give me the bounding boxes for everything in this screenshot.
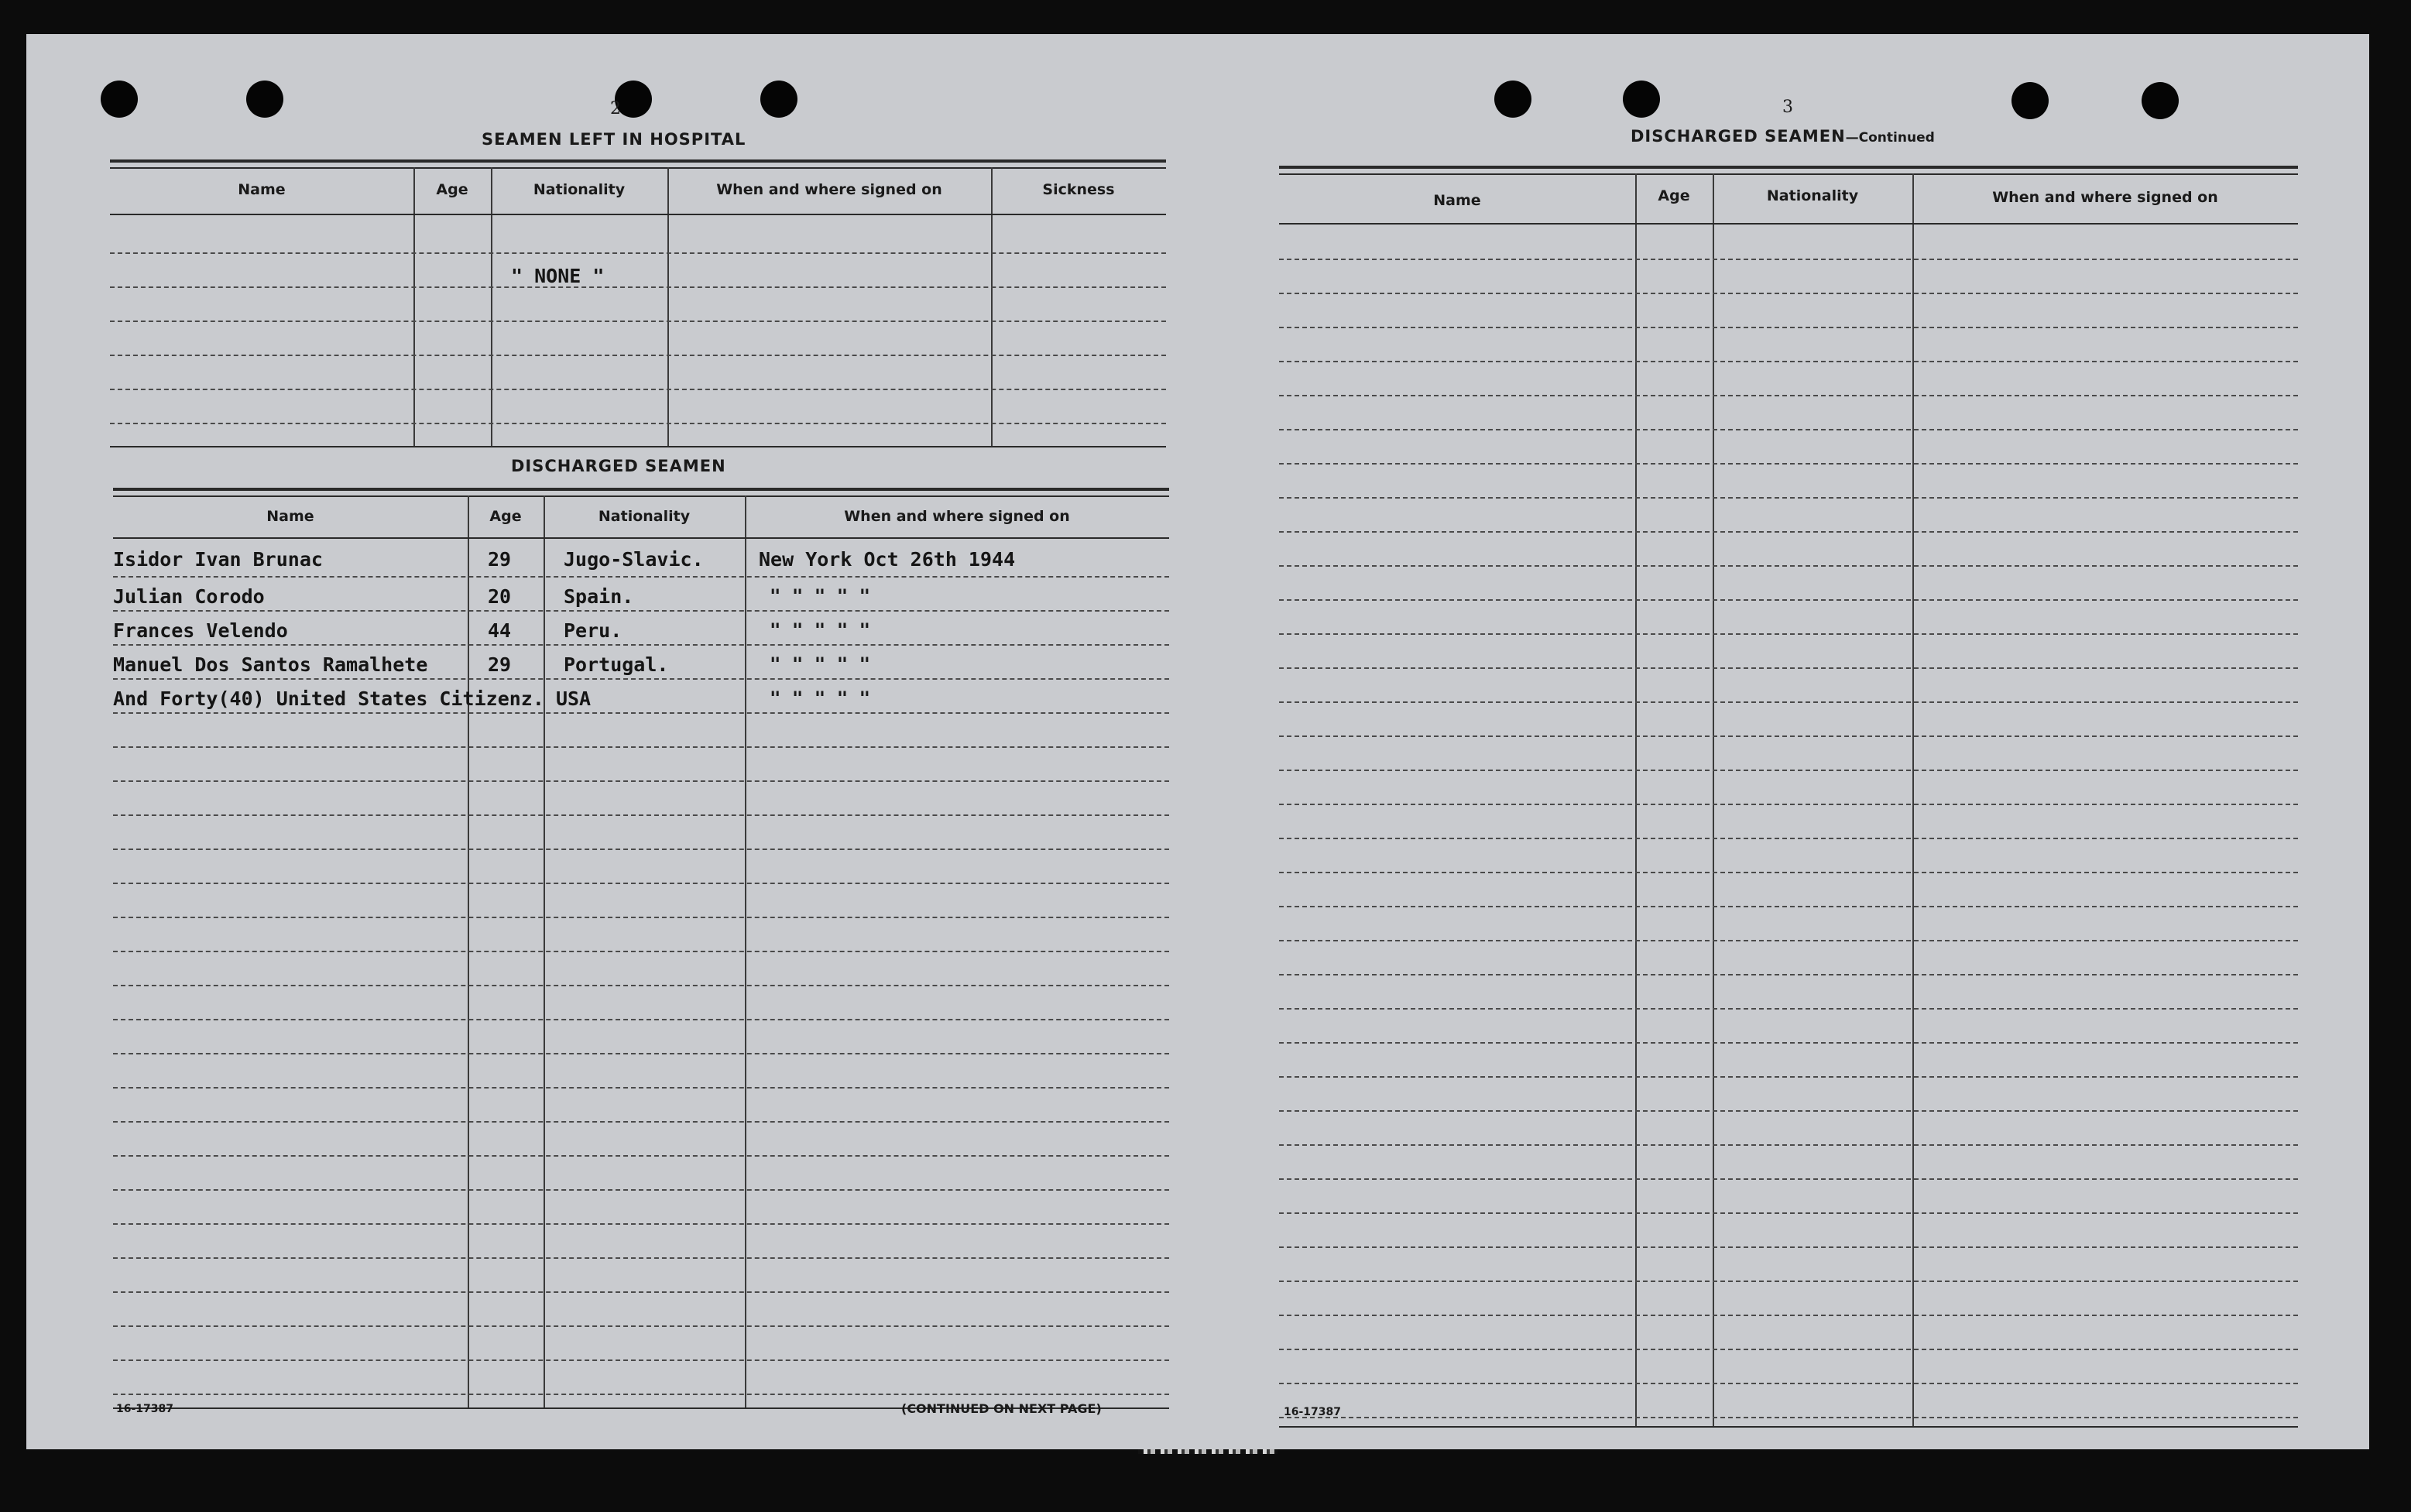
seaman-nationality: Jugo-Slavic. (564, 548, 704, 571)
right-col-name: Name (1433, 192, 1481, 209)
row-line (110, 321, 1166, 322)
row-line (113, 610, 1169, 612)
rule (110, 446, 1166, 447)
row-line (1279, 1178, 2298, 1180)
seaman-nationality: Spain. (564, 585, 634, 608)
row-line (1279, 872, 2298, 873)
column-divider (413, 167, 415, 446)
punch-hole (1623, 81, 1660, 118)
punch-hole (2011, 82, 2049, 119)
row-line (113, 1087, 1169, 1089)
row-line (1279, 1315, 2298, 1316)
form-number: 16-17387 (116, 1403, 173, 1415)
hospital-title: SEAMEN LEFT IN HOSPITAL (482, 130, 746, 149)
row-line (1279, 293, 2298, 294)
row-line (1279, 361, 2298, 362)
seaman-name: Isidor Ivan Brunac (113, 548, 323, 571)
row-line (1279, 327, 2298, 328)
hospital-col-signed-on: When and where signed on (716, 181, 942, 198)
row-line (1279, 463, 2298, 465)
right-col-signed-on: When and where signed on (1992, 189, 2218, 206)
seaman-age: 29 (488, 548, 512, 571)
row-line (1279, 565, 2298, 567)
continued-note: (CONTINUED ON NEXT PAGE) (901, 1401, 1102, 1416)
row-line (1279, 259, 2298, 260)
left-page (26, 34, 1234, 1449)
row-line (1279, 395, 2298, 396)
hospital-col-sickness: Sickness (1042, 181, 1115, 198)
row-line (113, 883, 1169, 884)
row-line (113, 951, 1169, 952)
row-line (113, 746, 1169, 748)
seaman-signed-on: " " " " " (770, 585, 871, 607)
row-line (113, 1019, 1169, 1020)
row-line (1279, 497, 2298, 499)
form-number: 16-17387 (1284, 1406, 1341, 1418)
row-line (110, 286, 1166, 288)
row-line (1279, 1417, 2298, 1418)
rule (110, 214, 1166, 215)
row-line (1279, 1076, 2298, 1078)
row-line (1279, 429, 2298, 430)
seaman-signed-on: " " " " " (770, 687, 871, 709)
punch-hole (101, 81, 138, 118)
row-line (1279, 1349, 2298, 1350)
seaman-signed-on: New York Oct 26th 1944 (759, 548, 1016, 571)
row-line (113, 1359, 1169, 1361)
rule (113, 488, 1169, 491)
row-line (113, 780, 1169, 782)
page-number: 2 (610, 99, 621, 118)
discharged-continued-title (1631, 127, 1935, 146)
row-line (113, 678, 1169, 680)
seaman-age: 20 (488, 585, 512, 608)
seaman-name: Manuel Dos Santos Ramalhete (113, 653, 428, 676)
row-line (113, 985, 1169, 986)
row-line (113, 1394, 1169, 1395)
seaman-age: 29 (488, 653, 512, 676)
seaman-signed-on: " " " " " (770, 619, 871, 641)
row-line (1279, 735, 2298, 737)
rule (113, 537, 1169, 539)
punch-hole (2142, 82, 2179, 119)
punch-hole (246, 81, 283, 118)
column-divider (491, 167, 492, 446)
row-line (113, 814, 1169, 816)
rule (1279, 1426, 2298, 1428)
seaman-nationality: Peru. (564, 619, 622, 642)
row-line (1279, 906, 2298, 907)
rule (113, 495, 1169, 497)
row-line (113, 1121, 1169, 1123)
seaman-name: And Forty(40) United States Citizenz. USA (113, 687, 592, 710)
row-line (1279, 804, 2298, 805)
row-line (113, 1223, 1169, 1225)
discharged-col-signed-on: When and where signed on (844, 508, 1070, 525)
discharged-col-age: Age (489, 508, 522, 525)
row-line (110, 252, 1166, 254)
row-line (113, 917, 1169, 918)
row-line (1279, 531, 2298, 533)
row-line (1279, 838, 2298, 839)
row-line (1279, 1110, 2298, 1112)
row-line (110, 423, 1166, 424)
row-line (1279, 1246, 2298, 1248)
row-line (1279, 1144, 2298, 1146)
row-line (110, 389, 1166, 390)
row-line (1279, 770, 2298, 771)
row-line (113, 1257, 1169, 1259)
seaman-name: Frances Velendo (113, 619, 288, 642)
rule (1279, 173, 2298, 175)
title-suffix: —Continued (1845, 130, 1935, 146)
row-line (113, 644, 1169, 646)
row-line (1279, 701, 2298, 703)
row-line (113, 1291, 1169, 1293)
row-line (1279, 1212, 2298, 1214)
hospital-none-entry: " NONE " (511, 265, 605, 287)
column-divider (991, 167, 993, 446)
hospital-col-nationality: Nationality (533, 181, 626, 198)
row-line (1279, 1383, 2298, 1384)
seaman-age: 44 (488, 619, 512, 642)
right-page (1231, 34, 2369, 1449)
hospital-col-age: Age (436, 181, 468, 198)
row-line (1279, 1042, 2298, 1044)
right-col-nationality: Nationality (1766, 187, 1859, 204)
row-line (113, 1155, 1169, 1157)
row-line (113, 849, 1169, 850)
row-line (110, 355, 1166, 356)
row-line (1279, 974, 2298, 975)
row-line (113, 576, 1169, 578)
rule (110, 167, 1166, 169)
page-number: 3 (1782, 98, 1793, 117)
column-divider (667, 167, 669, 446)
row-line (1279, 1008, 2298, 1010)
row-line (1279, 633, 2298, 635)
seaman-nationality: Portugal. (564, 653, 669, 676)
hospital-col-name: Name (238, 181, 286, 198)
row-line (113, 712, 1169, 714)
seaman-signed-on: " " " " " (770, 653, 871, 675)
row-line (1279, 1281, 2298, 1282)
discharged-col-nationality: Nationality (598, 508, 691, 525)
row-line (113, 1325, 1169, 1327)
punch-hole (760, 81, 797, 118)
row-line (1279, 599, 2298, 601)
row-line (1279, 940, 2298, 941)
seaman-name: Julian Corodo (113, 585, 265, 608)
right-col-age: Age (1658, 187, 1690, 204)
rule (1279, 223, 2298, 225)
rule (1279, 166, 2298, 169)
discharged-title: DISCHARGED SEAMEN (511, 457, 726, 475)
row-line (113, 1189, 1169, 1191)
punch-hole (1494, 81, 1531, 118)
row-line (113, 1053, 1169, 1054)
discharged-col-name: Name (266, 508, 314, 525)
title-main: DISCHARGED SEAMEN (1631, 127, 1846, 146)
row-line (1279, 667, 2298, 669)
rule (110, 159, 1166, 163)
